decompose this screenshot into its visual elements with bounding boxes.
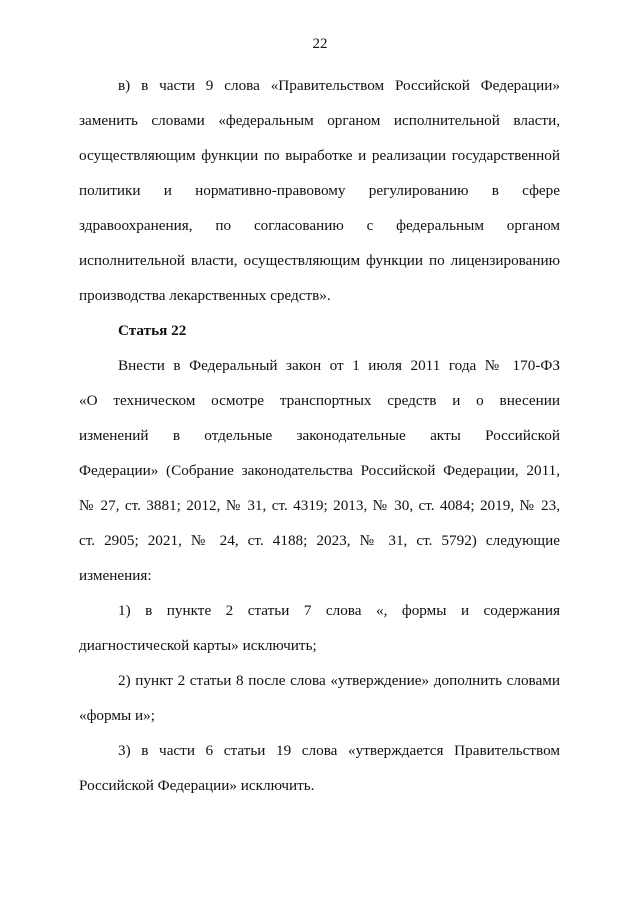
paragraph-line: Внести в Федеральный закон от 1 июля 2011 года № 170-ФЗ [118,357,560,374]
paragraph-line: заменить словами «федеральным органом исполнительной власти, [79,112,560,129]
list-item-line: «формы и»; [79,707,155,724]
paragraph-line: изменений в отдельные законодательные акты Российской [79,427,560,444]
paragraph-line: производства лекарственных средств». [79,287,331,304]
list-item-line: Российской Федерации» исключить. [79,777,315,794]
paragraph-line: «О техническом осмотре транспортных средств и о внесении [79,392,560,409]
page-number: 22 [312,36,328,52]
paragraph-line: здравоохранения, по согласованию с федеральным органом [79,217,560,234]
paragraph-line: изменения: [79,567,152,584]
list-item-line: 2) пункт 2 статьи 8 после слова «утверждение» дополнить словами [118,672,560,689]
paragraph-line: политики и нормативно-правовому регулированию в сфере [79,182,560,199]
list-item-line: 1) в пункте 2 статьи 7 слова «, формы и содержания [118,602,560,619]
list-item-line: диагностической карты» исключить; [79,637,317,654]
paragraph-line: № 27, ст. 3881; 2012, № 31, ст. 4319; 2013, № 30, ст. 4084; 2019, № 23, [79,497,560,514]
paragraph-line: в) в части 9 слова «Правительством Российской Федерации» [118,77,560,94]
paragraph-line: осуществляющим функции по выработке и реализации государственной [79,147,560,164]
paragraph-line: исполнительной власти, осуществляющим функции по лицензированию [79,252,560,269]
paragraph-line: ст. 2905; 2021, № 24, ст. 4188; 2023, № 31, ст. 5792) следующие [79,532,560,549]
article-heading: Статья 22 [118,322,187,339]
paragraph-line: Федерации» (Собрание законодательства Российской Федерации, 2011, [79,462,560,479]
list-item-line: 3) в части 6 статьи 19 слова «утверждается Правительством [118,742,560,759]
